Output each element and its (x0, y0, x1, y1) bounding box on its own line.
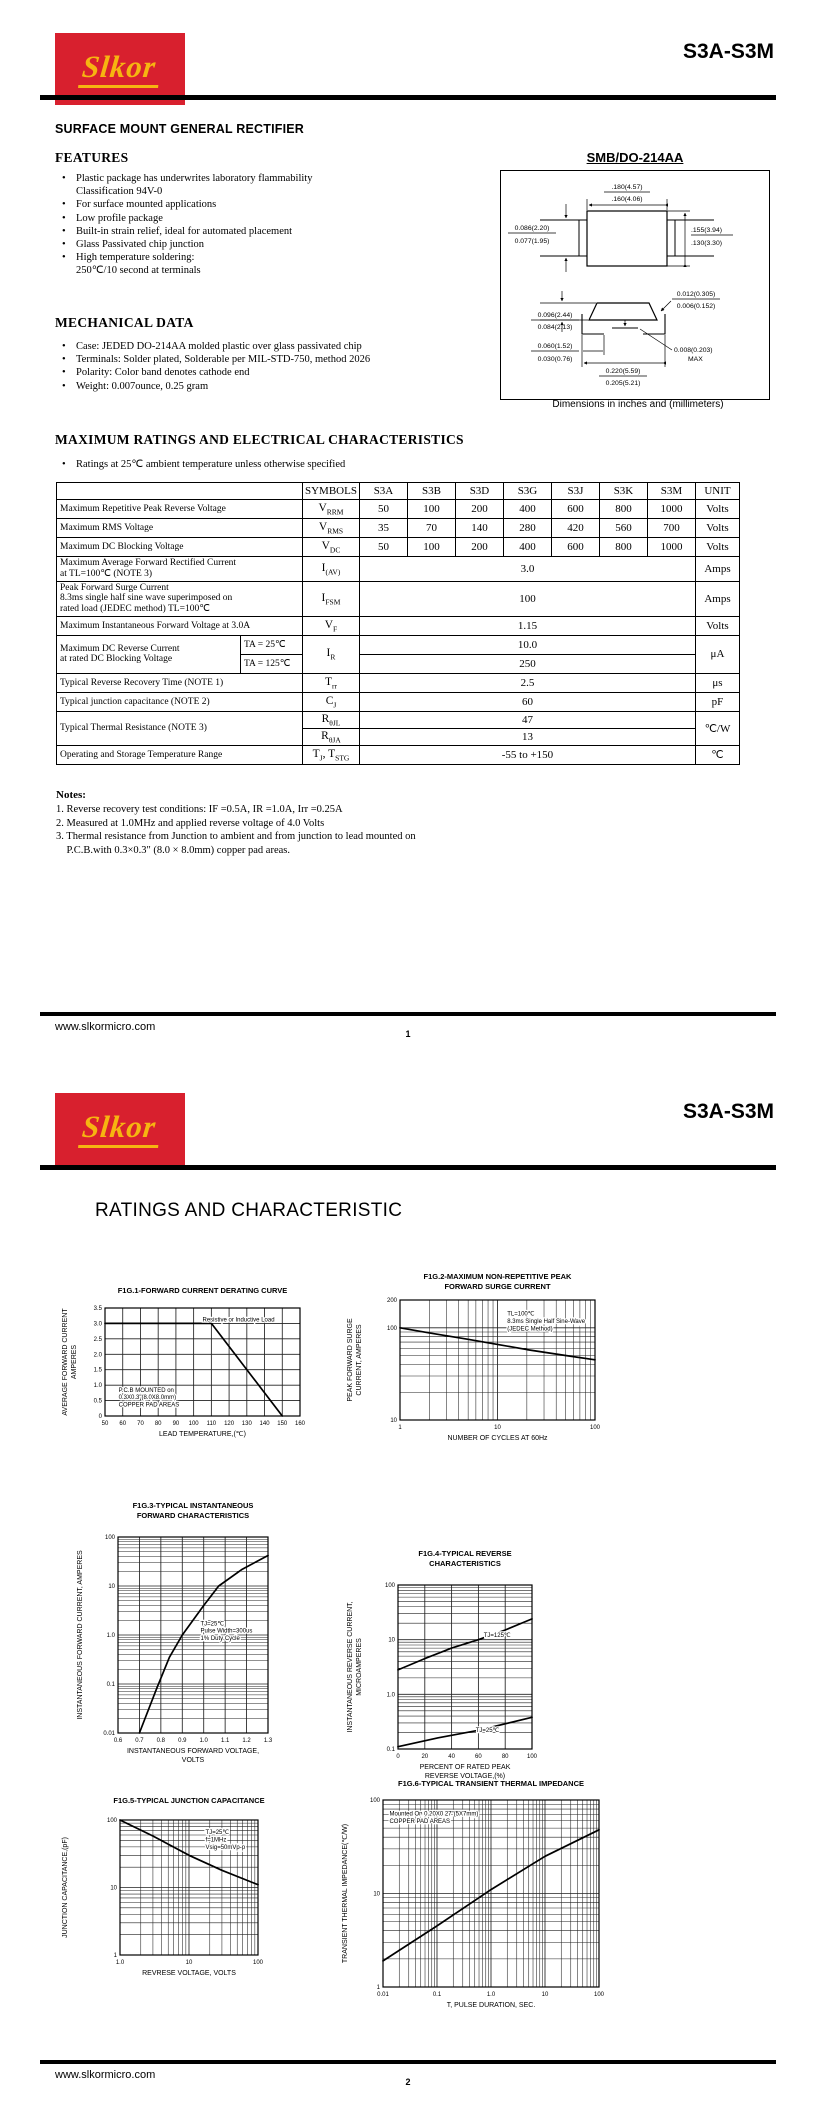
x-tick: 10 (185, 1960, 193, 1966)
y-tick: 1.0 (106, 1633, 115, 1639)
header-rule-p2 (40, 1165, 776, 1170)
value-cell: 2.5 (359, 673, 695, 692)
part-number-title: S3A-S3M (682, 40, 774, 63)
x-tick: 1 (398, 1425, 402, 1431)
header-cell: S3K (599, 483, 647, 500)
page-number-p2: 2 (405, 2077, 411, 2087)
feature-item (60, 198, 390, 211)
fig6-svg (335, 1775, 620, 2017)
y-tick: 200 (386, 1298, 397, 1304)
x-tick: 40 (448, 1754, 455, 1760)
x-tick: 100 (593, 1992, 605, 1998)
dim-body-width-max: .155(3.94) (691, 227, 722, 234)
row-label: Peak Forward Surge Current 8.3ms single half sine wave superimposed on rated load (JEDEC method) TL=100℃ (57, 581, 303, 616)
x-tick: 50 (101, 1421, 109, 1427)
mechanical-item (60, 340, 440, 353)
header-cell: SYMBOLS (303, 483, 360, 500)
dim-body-thickness-max: 0.096(2.44) (537, 312, 573, 319)
y-tick: 0.5 (93, 1398, 102, 1405)
unit-cell: Volts (695, 538, 739, 557)
dim-lead-width-max: 0.086(2.20) (514, 225, 550, 232)
x-tick: 100 (252, 1960, 264, 1966)
row-label: Maximum Repetitive Peak Reverse Voltage (57, 500, 303, 519)
y-axis-label: PEAK FORWARD SURGE (347, 1318, 354, 1402)
table-row (57, 557, 740, 582)
value-cell: 10.0 (359, 635, 695, 654)
x-tick: 0.6 (113, 1738, 123, 1744)
brand-logo-p2 (55, 1093, 185, 1165)
bullet-text: For surface mounted applications (76, 199, 217, 211)
y-tick: 0 (98, 1414, 102, 1420)
x-axis-label: LEAD TEMPERATURE,(℃) (159, 1431, 246, 1438)
note-line: 1. Reverse recovery test conditions: IF =0.5A, IR =1.0A, Irr =0.25A (56, 804, 343, 815)
y-tick: 3.5 (93, 1306, 102, 1312)
x-tick: 0.7 (135, 1738, 144, 1744)
x-axis-label: VOLTS (181, 1757, 205, 1764)
symbol-cell: $I_R$ (303, 635, 360, 673)
x-tick: 0.01 (377, 1992, 389, 1998)
header-cell: S3J (551, 483, 599, 500)
x-tick: 0.9 (178, 1738, 187, 1744)
ratings-condition (60, 458, 560, 471)
y-axis-label: AMPERES (71, 1344, 78, 1380)
footer-rule-p1 (40, 1012, 776, 1016)
chart-title: CHARACTERISTICS (429, 1559, 501, 1568)
y-tick: 1.0 (386, 1692, 395, 1699)
header-cell: S3A (359, 483, 407, 500)
row-label: Typical junction capacitance (NOTE 2) (57, 692, 303, 711)
value-cell: 420 (551, 519, 599, 538)
bullet-dot: • (62, 459, 66, 470)
feature-item (60, 225, 390, 238)
chart-annotation: TJ=25℃ (200, 1621, 225, 1628)
bullet-text: Polarity: Color band denotes cathode end (76, 367, 250, 379)
x-axis-label: T, PULSE DURATION, SEC. (446, 2002, 536, 2009)
figure-2-peak-forward-surge-current (340, 1268, 610, 1461)
brand-logo-text-p2: Slkor (78, 1111, 162, 1148)
value-cell: 100 (359, 581, 695, 616)
chart-annotation: TJ=25℃ (475, 1728, 500, 1735)
symbol-cell: $V_F$ (303, 616, 360, 635)
unit-cell: ℃/W (695, 711, 739, 745)
value-cell: 1000 (647, 538, 695, 557)
value-cell: 3.0 (359, 557, 695, 582)
y-tick: 10 (108, 1584, 115, 1590)
chart-annotation: TJ=25℃ (205, 1830, 230, 1837)
condition-cell: TA = 25℃ (241, 635, 303, 654)
mechanical-list (60, 340, 440, 393)
value-cell: 13 (359, 728, 695, 745)
x-tick: 1.0 (199, 1738, 208, 1744)
x-tick: 1.3 (263, 1738, 273, 1744)
table-row (57, 616, 740, 635)
note-line: P.C.B.with 0.3×0.3" (8.0 × 8.0mm) copper pad areas. (56, 844, 290, 856)
y-tick: 100 (369, 1798, 380, 1804)
header-cell: S3D (455, 483, 503, 500)
x-axis-label: INSTANTANEOUS FORWARD VOLTAGE, (126, 1748, 260, 1755)
y-tick: 100 (386, 1325, 397, 1332)
table-row (57, 500, 740, 519)
dim-lead-span-max: 0.220(5.59) (605, 368, 641, 375)
x-tick: 0.1 (432, 1992, 442, 1998)
chart-annotation: P.C.B MOUNTED on (118, 1387, 174, 1394)
fig1-svg (55, 1282, 315, 1450)
mechanical-item (60, 366, 440, 379)
value-cell: 560 (599, 519, 647, 538)
row-label: Maximum Average Forward Rectified Current at TL=100℃ (NOTE 3) (57, 557, 303, 582)
value-cell: 400 (503, 500, 551, 519)
feature-item (60, 212, 390, 225)
unit-cell: μA (695, 635, 739, 673)
bullet-text: Weight: 0.007ounce, 0.25 gram (76, 380, 209, 392)
footer-site-p1: www.slkormicro.com (55, 1021, 156, 1033)
y-tick: 0.01 (103, 1731, 115, 1737)
y-axis-label: INSTANTANEOUS REVERSE CURRENT, (347, 1601, 354, 1733)
x-tick: 20 (421, 1754, 429, 1760)
value-cell: 35 (359, 519, 407, 538)
value-cell: 700 (647, 519, 695, 538)
y-tick: 10 (373, 1891, 380, 1898)
value-cell: 60 (359, 692, 695, 711)
bullet-text: Low profile package (76, 212, 163, 224)
dim-body-length-max: .180(4.57) (611, 184, 643, 191)
dim-body-thickness-min: 0.084(2.13) (537, 324, 573, 331)
chart-annotation: Vsig=50mVp-p (205, 1844, 246, 1851)
notes-heading: Notes: (56, 789, 86, 801)
unit-cell: μs (695, 673, 739, 692)
chart-title: FORWARD CHARACTERISTICS (136, 1511, 250, 1520)
symbol-cell: $V_{RRM}$ (303, 500, 360, 519)
mechanical-item (60, 380, 440, 393)
value-cell: 70 (407, 519, 455, 538)
fig3-svg (70, 1497, 330, 1789)
x-tick: 80 (154, 1421, 162, 1427)
chart-annotation: Resistive or Inductive Load (202, 1317, 275, 1324)
header-cell: S3G (503, 483, 551, 500)
unit-cell: Amps (695, 557, 739, 582)
table-row (57, 673, 740, 692)
y-tick: 1 (376, 1985, 380, 1991)
value-cell: -55 to +150 (359, 745, 695, 764)
package-caption: Dimensions in inches and (millimeters) (552, 399, 724, 410)
package-title: SMB/DO-214AA (586, 150, 684, 165)
value-cell: 280 (503, 519, 551, 538)
x-tick: 10 (494, 1425, 501, 1431)
series-TJ=25C (398, 1717, 532, 1746)
symbol-cell: $C_J$ (303, 692, 360, 711)
x-tick: 10 (541, 1992, 549, 1998)
note-line: 2. Measured at 1.0MHz and applied reverse voltage of 4.0 Volts (56, 817, 325, 829)
ratings-heading: MAXIMUM RATINGS AND ELECTRICAL CHARACTERISTICS (55, 432, 464, 447)
table-row (57, 692, 740, 711)
ratings-table-el (56, 482, 740, 765)
dim-lead-span-min: 0.205(5.21) (605, 380, 641, 387)
unit-cell: Amps (695, 581, 739, 616)
x-tick: 0 (396, 1754, 400, 1760)
x-tick: 1.0 (115, 1960, 125, 1966)
y-axis-label: MICROAMPERES (356, 1638, 363, 1696)
symbol-cell: $T_J$, $T_{STG}$ (303, 745, 360, 764)
unit-cell: pF (695, 692, 739, 711)
chart-title: F1G.6-TYPICAL TRANSIENT THERMAL IMPEDANCE (398, 1779, 584, 1788)
bullet-dot: • (62, 380, 66, 392)
y-tick: 3.0 (93, 1321, 102, 1328)
x-tick: 1.1 (220, 1738, 230, 1744)
bullet-text: Built-in strain relief, ideal for automated placement (76, 225, 293, 237)
chart-annotation: Pulse Width=300us (200, 1628, 253, 1635)
x-tick: 100 (188, 1421, 199, 1427)
value-cell: 100 (407, 500, 455, 519)
ratings-condition-text: Ratings at 25℃ ambient temperature unless otherwise specified (76, 459, 346, 470)
footer-site-p2: www.slkormicro.com (55, 2069, 156, 2081)
x-tick: 60 (119, 1421, 127, 1427)
row-label: Typical Thermal Resistance (NOTE 3) (57, 711, 303, 745)
value-cell: 47 (359, 711, 695, 728)
value-cell: 200 (455, 538, 503, 557)
y-tick: 0.1 (386, 1747, 395, 1753)
chart-title: F1G.3-TYPICAL INSTANTANEOUS (132, 1501, 254, 1510)
x-tick: 0.8 (156, 1738, 166, 1744)
row-label: Operating and Storage Temperature Range (57, 745, 303, 764)
bullet-dot: • (62, 173, 66, 184)
x-axis-label: REVERSE VOLTAGE,(%) (424, 1773, 506, 1780)
symbol-cell: $I_{(AV)}$ (303, 557, 360, 582)
feature-item (60, 238, 390, 251)
table-row (57, 581, 740, 616)
condition-cell: TA = 125℃ (241, 654, 303, 673)
bullet-text: High temperature soldering: 250℃/10 second at terminals (76, 252, 201, 277)
value-cell: 600 (551, 538, 599, 557)
row-label: Maximum Instantaneous Forward Voltage at 3.0A (57, 616, 303, 635)
chart-annotation: 1% Duty Cycle (200, 1636, 240, 1643)
symbol-cell: $V_{RMS}$ (303, 519, 360, 538)
bullet-dot: • (62, 252, 66, 264)
y-tick: 1.0 (93, 1383, 102, 1390)
value-cell: 1000 (647, 500, 695, 519)
unit-cell: Volts (695, 616, 739, 635)
bullet-text: Glass Passivated chip junction (76, 239, 205, 251)
product-heading: SURFACE MOUNT GENERAL RECTIFIER (55, 122, 305, 136)
package-body-top-view (587, 211, 667, 266)
dim-lead-thickness-max: 0.012(0.305) (676, 291, 716, 298)
table-row (57, 745, 740, 764)
x-axis-label: NUMBER OF CYCLES AT 60Hz (447, 1435, 548, 1442)
value-cell: 600 (551, 500, 599, 519)
table-header-row (57, 483, 740, 500)
x-tick: 100 (526, 1754, 538, 1760)
y-tick: 100 (104, 1535, 115, 1541)
x-tick: 100 (589, 1425, 601, 1431)
header-cell: S3M (647, 483, 695, 500)
figure-3-forward-characteristics (70, 1497, 330, 1794)
chart-annotation: 8.3ms Single Half Sine-Wave (507, 1319, 586, 1325)
dim-foot-length-max: 0.060(1.52) (537, 343, 573, 350)
y-tick: 1 (113, 1953, 117, 1959)
bullet-dot: • (62, 341, 66, 352)
chart-annotation: TL=100℃ (507, 1311, 535, 1318)
y-tick: 100 (106, 1818, 117, 1824)
chart-annotation: 0.3X0.3"(8.0X8.0mm) (118, 1395, 177, 1402)
x-tick: 120 (224, 1421, 235, 1427)
value-cell: 50 (359, 500, 407, 519)
x-tick: 90 (172, 1421, 180, 1427)
ratings-table (56, 482, 740, 765)
x-tick: 60 (475, 1754, 482, 1760)
bullet-text: Case: JEDED DO-214AA molded plastic over glass passivated chip (76, 341, 362, 352)
fig4-svg (340, 1545, 600, 1793)
chart-title: F1G.4-TYPICAL REVERSE (418, 1549, 512, 1558)
part-number-title-p2: S3A-S3M (682, 1100, 774, 1123)
x-tick: 1.0 (486, 1992, 496, 1998)
x-axis-label: PERCENT OF RATED PEAK (419, 1764, 511, 1771)
chart-title: F1G.1-FORWARD CURRENT DERATING CURVE (117, 1286, 288, 1295)
symbol-cell: $R_{\theta JL}$ (303, 711, 360, 728)
dim-body-length-min: .160(4.06) (611, 196, 643, 203)
figure-5-junction-capacitance (55, 1792, 315, 2005)
package-body-side-view (589, 303, 657, 320)
y-axis-label: JUNCTION CAPACITANCE,(pF) (62, 1837, 69, 1938)
bullet-text: Terminals: Solder plated, Solderable per MIL-STD-750, method 2026 (76, 354, 371, 366)
feature-item (60, 172, 390, 198)
bullet-dot: • (62, 367, 66, 379)
header-cell: S3B (407, 483, 455, 500)
chart-title: F1G.5-TYPICAL JUNCTION CAPACITANCE (113, 1796, 265, 1805)
fig5-svg (55, 1792, 315, 2000)
series-TJ=125C (398, 1619, 532, 1670)
value-cell: 800 (599, 500, 647, 519)
chart-annotation: TJ=125℃ (483, 1632, 511, 1639)
value-cell: 1.15 (359, 616, 695, 635)
bullet-dot: • (62, 199, 66, 211)
dim-body-width-min: .130(3.30) (691, 240, 722, 247)
chart-annotation: COPPER PAD AREAS (389, 1818, 451, 1825)
chart-annotation: (JEDEC Method) (507, 1326, 553, 1333)
chart-title: FORWARD SURGE CURRENT (444, 1282, 551, 1291)
y-tick: 0.1 (106, 1682, 115, 1688)
bullet-dot: • (62, 239, 66, 251)
y-axis-label: CURRENT, AMPERES (356, 1324, 363, 1396)
row-label: Maximum RMS Voltage (57, 519, 303, 538)
bullet-dot: • (62, 225, 66, 237)
dim-standoff-max-label: MAX (688, 356, 703, 363)
unit-cell: Volts (695, 500, 739, 519)
x-tick: 80 (501, 1754, 509, 1760)
bullet-dot: • (62, 354, 66, 366)
value-cell: 250 (359, 654, 695, 673)
value-cell: 100 (407, 538, 455, 557)
footer-rule-p2 (40, 2060, 776, 2064)
row-label: Typical Reverse Recovery Time (NOTE 1) (57, 673, 303, 692)
header-cell: UNIT (695, 483, 739, 500)
mechanical-item (60, 353, 440, 366)
value-cell: 800 (599, 538, 647, 557)
y-tick: 1.5 (93, 1367, 102, 1374)
symbol-cell: $V_{DC}$ (303, 538, 360, 557)
ratings-characteristic-heading: RATINGS AND CHARACTERISTIC (95, 1200, 403, 1221)
y-tick: 100 (384, 1583, 395, 1589)
x-tick: 150 (277, 1421, 288, 1427)
notes-list (56, 803, 616, 857)
x-axis-label: REVRESE VOLTAGE, VOLTS (142, 1970, 236, 1977)
symbol-cell: $R_{\theta JA}$ (303, 728, 360, 745)
value-cell: 140 (455, 519, 503, 538)
page-number-p1: 1 (405, 1029, 411, 1039)
table-row (57, 519, 740, 538)
y-tick: 10 (110, 1885, 117, 1892)
figure-4-reverse-characteristics (340, 1545, 600, 1798)
x-tick: 70 (137, 1421, 144, 1427)
y-tick: 10 (390, 1418, 397, 1424)
value-cell: 200 (455, 500, 503, 519)
y-axis-label: INSTANTANEOUS FORWARD CURRENT, AMPERES (77, 1550, 84, 1720)
y-tick: 2.5 (93, 1336, 102, 1343)
bullet-dot: • (62, 212, 66, 224)
chart-annotation: COPPER PAD AREAS (118, 1402, 180, 1409)
chart-title: F1G.2-MAXIMUM NON-REPETITIVE PEAK (423, 1272, 572, 1281)
unit-cell: ℃ (695, 745, 739, 764)
x-tick: 110 (206, 1421, 217, 1427)
dim-foot-length-min: 0.030(0.76) (537, 356, 573, 363)
x-tick: 160 (294, 1421, 306, 1427)
value-cell: 50 (359, 538, 407, 557)
y-tick: 10 (388, 1637, 395, 1644)
fig2-svg (340, 1268, 610, 1456)
dim-standoff: 0.008(0.203) (674, 347, 713, 354)
x-tick: 140 (259, 1421, 270, 1427)
note-line: 3. Thermal resistance from Junction to ambient and from junction to lead mounted on (56, 831, 416, 842)
row-label: Maximum DC Reverse Current at rated DC Blocking Voltage (57, 635, 241, 673)
y-axis-label: TRANSIENT THERMAL IMPEDANCE(℃/W) (342, 1823, 349, 1964)
chart-annotation: f=1MHz (205, 1837, 227, 1844)
unit-cell: Volts (695, 519, 739, 538)
brand-logo-text: Slkor (78, 51, 162, 88)
mechanical-heading: MECHANICAL DATA (55, 315, 194, 330)
features-list (60, 172, 390, 278)
feature-item (60, 251, 390, 277)
bullet-text: Plastic package has underwrites laboratory flammability Classification 94V-0 (76, 173, 313, 198)
y-tick: 2.0 (93, 1352, 102, 1359)
figure-6-transient-thermal-impedance (335, 1775, 620, 2022)
value-cell: 400 (503, 538, 551, 557)
table-row (57, 711, 740, 728)
symbol-cell: $T_{rr}$ (303, 673, 360, 692)
chart-annotation: Mounted On 0.20X0.27"(5X7mm) (389, 1811, 479, 1818)
y-axis-label: AVERAGE FORWARD CURRENT (62, 1308, 69, 1416)
dim-lead-thickness-min: 0.006(0.152) (676, 303, 716, 310)
dim-lead-width-min: 0.077(1.95) (514, 238, 550, 245)
header-cell (57, 483, 303, 500)
x-tick: 1.2 (242, 1738, 251, 1744)
x-tick: 130 (241, 1421, 252, 1427)
table-row (57, 538, 740, 557)
header-rule (40, 95, 776, 100)
package-outline-drawing (500, 170, 770, 400)
features-heading: FEATURES (55, 150, 129, 165)
row-label: Maximum DC Blocking Voltage (57, 538, 303, 557)
figure-1-forward-current-derating (55, 1282, 315, 1455)
table-row (57, 635, 740, 654)
symbol-cell: $I_{FSM}$ (303, 581, 360, 616)
